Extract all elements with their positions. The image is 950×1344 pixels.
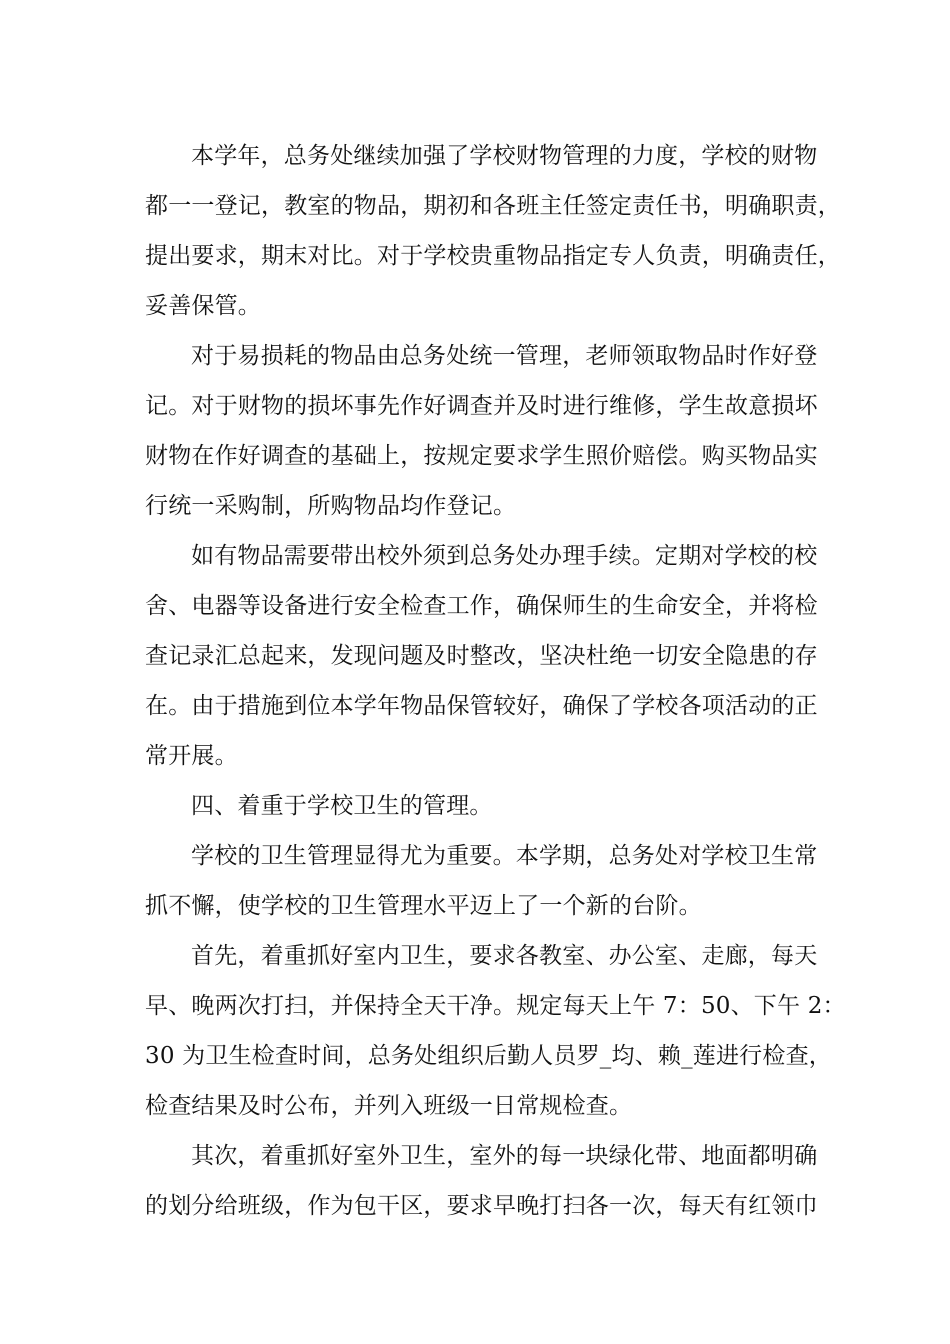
paragraph-line: 检查结果及时公布，并列入班级一日常规检查。 (145, 1093, 633, 1119)
document-body (145, 131, 846, 1231)
paragraph-line: 其次，着重抓好室外卫生，室外的每一块绿化带、地面都明确 (191, 1143, 818, 1169)
paragraph-line: 常开展。 (145, 743, 238, 769)
paragraph-line: 首先，着重抓好室内卫生，要求各教室、办公室、走廊，每天 (191, 943, 818, 969)
paragraph-line: 行统一采购制，所购物品均作登记。 (145, 493, 517, 519)
paragraph-line: 抓不懈，使学校的卫生管理水平迈上了一个新的台阶。 (145, 893, 702, 919)
paragraph-line: 妥善保管。 (145, 293, 261, 319)
paragraph-line: 30 为卫生检查时间，总务处组织后勤人员罗_均、赖_莲进行检查， (145, 1043, 832, 1069)
paragraph-line: 本学年，总务处继续加强了学校财物管理的力度，学校的财物 (191, 143, 818, 169)
paragraph-line: 如有物品需要带出校外须到总务处办理手续。定期对学校的校 (191, 543, 818, 569)
paragraph-line: 学校的卫生管理显得尤为重要。本学期，总务处对学校卫生常 (191, 843, 818, 869)
paragraph-line: 早、晚两次打扫，并保持全天干净。规定每天上午 7：50、下午 2： (145, 993, 846, 1019)
section-heading: 四、着重于学校卫生的管理。 (191, 793, 493, 819)
paragraph-line: 的划分给班级，作为包干区，要求早晚打扫各一次，每天有红领巾 (145, 1193, 818, 1219)
paragraph-line: 记。对于财物的损坏事先作好调查并及时进行维修，学生故意损坏 (145, 393, 818, 419)
paragraph-line: 对于易损耗的物品由总务处统一管理，老师领取物品时作好登 (191, 343, 818, 369)
paragraph-line: 提出要求，期末对比。对于学校贵重物品指定专人负责，明确责任， (145, 243, 841, 269)
paragraph-line: 财物在作好调查的基础上，按规定要求学生照价赔偿。购买物品实 (145, 443, 818, 469)
paragraph-line: 舍、电器等设备进行安全检查工作，确保师生的生命安全，并将检 (145, 593, 818, 619)
paragraph-line: 查记录汇总起来，发现问题及时整改，坚决杜绝一切安全隐患的存 (145, 643, 818, 669)
paragraph-line: 都一一登记，教室的物品，期初和各班主任签定责任书，明确职责， (145, 193, 841, 219)
paragraph-line: 在。由于措施到位本学年物品保管较好，确保了学校各项活动的正 (145, 693, 818, 719)
